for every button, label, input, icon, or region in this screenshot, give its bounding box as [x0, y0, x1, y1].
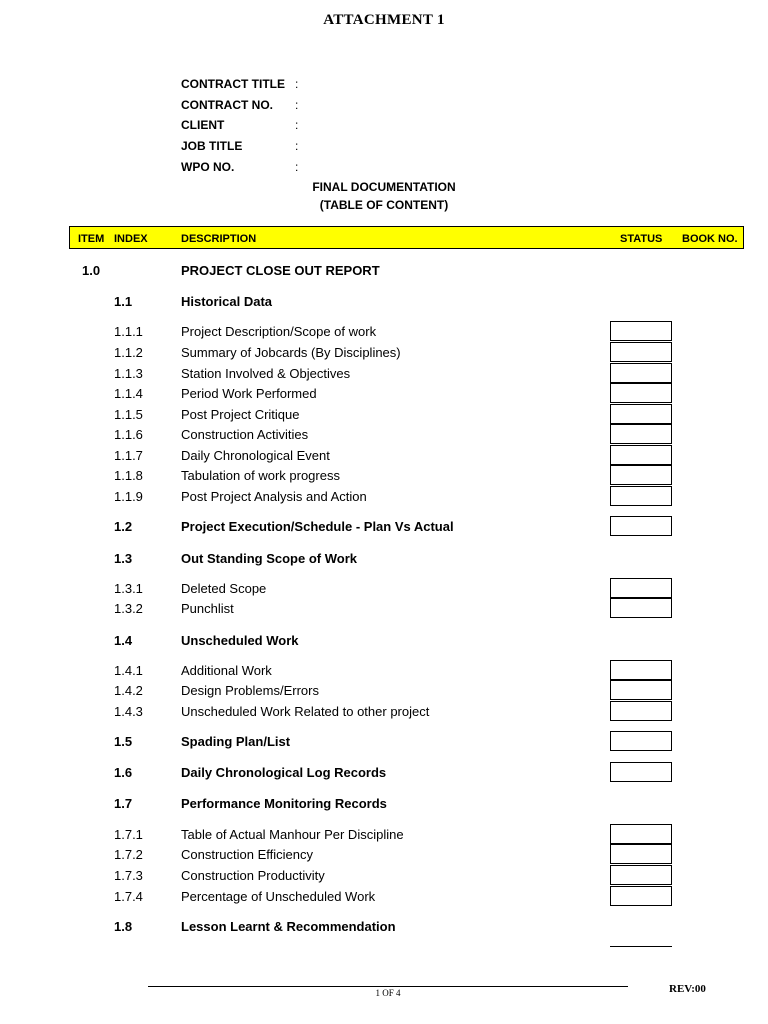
- toc-row-description: Performance Monitoring Records: [181, 796, 387, 811]
- status-box[interactable]: [610, 578, 672, 598]
- toc-row-description: Project Execution/Schedule - Plan Vs Actual: [181, 519, 454, 534]
- toc-row-number: 1.7.1: [114, 827, 143, 842]
- toc-row-description: Project Description/Scope of work: [181, 324, 377, 339]
- toc-row-number: 1.5: [114, 734, 133, 749]
- header-book-no: BOOK NO.: [682, 233, 738, 245]
- page-number: 1 OF 4: [375, 988, 401, 998]
- section-heading: FINAL DOCUMENTATION: [312, 180, 456, 194]
- toc-row-description: Construction Efficiency: [181, 847, 313, 862]
- toc-row-description: Post Project Analysis and Action: [181, 489, 367, 504]
- status-box[interactable]: [610, 342, 672, 362]
- field-colon: :: [295, 77, 299, 91]
- toc-row-description: Construction Activities: [181, 427, 309, 442]
- toc-row-description: Lesson Learnt & Recommendation: [181, 919, 396, 934]
- toc-row-description: Tabulation of work progress: [181, 468, 340, 483]
- toc-row-number: 1.1.6: [114, 427, 143, 442]
- toc-row-description: Daily Chronological Event: [181, 448, 330, 463]
- field-label-wpo-no: WPO NO.: [181, 160, 235, 174]
- toc-row-number: 1.3: [114, 551, 133, 566]
- toc-row-number: 1.4.3: [114, 704, 143, 719]
- toc-row-number: 1.1.1: [114, 324, 143, 339]
- field-label-client: CLIENT: [181, 118, 225, 132]
- toc-row-number: 1.1.9: [114, 489, 143, 504]
- toc-row-number: 1.2: [114, 519, 133, 534]
- toc-row-description: Unscheduled Work Related to other project: [181, 704, 430, 719]
- field-label-job-title: JOB TITLE: [181, 139, 243, 153]
- toc-row-number: 1.0: [82, 263, 101, 278]
- header-item: ITEM: [78, 233, 105, 245]
- toc-row-description: Design Problems/Errors: [181, 683, 319, 698]
- status-box[interactable]: [610, 680, 672, 700]
- toc-row-description: Period Work Performed: [181, 386, 317, 401]
- field-colon: :: [295, 139, 299, 153]
- document-title: ATTACHMENT 1: [323, 12, 445, 28]
- table-header: [69, 226, 744, 249]
- revision-label: REV:00: [669, 983, 706, 995]
- status-box[interactable]: [610, 762, 672, 782]
- header-index: INDEX: [114, 233, 148, 245]
- toc-row-number: 1.1.3: [114, 366, 143, 381]
- toc-row-description: Percentage of Unscheduled Work: [181, 889, 376, 904]
- toc-row-number: 1.1: [114, 294, 133, 309]
- field-label-contract-no: CONTRACT NO.: [181, 98, 273, 112]
- toc-row-description: Station Involved & Objectives: [181, 366, 351, 381]
- toc-row-number: 1.4: [114, 633, 133, 648]
- toc-row-number: 1.1.7: [114, 448, 143, 463]
- toc-row-number: 1.7: [114, 796, 133, 811]
- status-box[interactable]: [610, 363, 672, 383]
- toc-row-description: PROJECT CLOSE OUT REPORT: [181, 263, 380, 278]
- status-box[interactable]: [610, 486, 672, 506]
- toc-row-description: Historical Data: [181, 294, 273, 309]
- toc-row-description: Summary of Jobcards (By Disciplines): [181, 345, 401, 360]
- status-box[interactable]: [610, 844, 672, 864]
- toc-row-number: 1.3.2: [114, 601, 143, 616]
- toc-row-number: 1.3.1: [114, 581, 143, 596]
- header-status: STATUS: [620, 233, 663, 245]
- toc-row-description: Spading Plan/List: [181, 734, 291, 749]
- status-box[interactable]: [610, 383, 672, 403]
- section-subheading: (TABLE OF CONTENT): [319, 198, 449, 212]
- toc-row-description: Construction Productivity: [181, 868, 325, 883]
- status-box[interactable]: [610, 445, 672, 465]
- status-box[interactable]: [610, 660, 672, 680]
- field-colon: :: [295, 160, 299, 174]
- toc-row-description: Post Project Critique: [181, 407, 300, 422]
- field-colon: :: [295, 118, 299, 132]
- field-label-contract-title: CONTRACT TITLE: [181, 77, 285, 91]
- signature-line: [610, 946, 672, 947]
- toc-row-number: 1.8: [114, 919, 133, 934]
- toc-row-description: Deleted Scope: [181, 581, 267, 596]
- toc-row-description: Table of Actual Manhour Per Discipline: [181, 827, 404, 842]
- status-box[interactable]: [610, 886, 672, 906]
- status-box[interactable]: [610, 465, 672, 485]
- status-box[interactable]: [610, 701, 672, 721]
- toc-row-number: 1.7.3: [114, 868, 143, 883]
- status-box[interactable]: [610, 865, 672, 885]
- status-box[interactable]: [610, 321, 672, 341]
- status-box[interactable]: [610, 824, 672, 844]
- toc-row-number: 1.1.5: [114, 407, 143, 422]
- status-box[interactable]: [610, 731, 672, 751]
- toc-row-number: 1.6: [114, 765, 133, 780]
- toc-row-description: Unscheduled Work: [181, 633, 299, 648]
- toc-row-number: 1.1.4: [114, 386, 143, 401]
- status-box[interactable]: [610, 404, 672, 424]
- status-box[interactable]: [610, 598, 672, 618]
- status-box[interactable]: [610, 516, 672, 536]
- footer-rule: [148, 986, 628, 987]
- toc-row-number: 1.1.8: [114, 468, 143, 483]
- toc-row-description: Out Standing Scope of Work: [181, 551, 357, 566]
- toc-row-description: Additional Work: [181, 663, 272, 678]
- toc-row-description: Punchlist: [181, 601, 234, 616]
- toc-row-number: 1.7.2: [114, 847, 143, 862]
- field-colon: :: [295, 98, 299, 112]
- toc-row-number: 1.4.2: [114, 683, 143, 698]
- toc-row-number: 1.7.4: [114, 889, 143, 904]
- header-description: DESCRIPTION: [181, 233, 257, 245]
- status-box[interactable]: [610, 424, 672, 444]
- toc-row-number: 1.1.2: [114, 345, 143, 360]
- toc-row-description: Daily Chronological Log Records: [181, 765, 387, 780]
- toc-row-number: 1.4.1: [114, 663, 143, 678]
